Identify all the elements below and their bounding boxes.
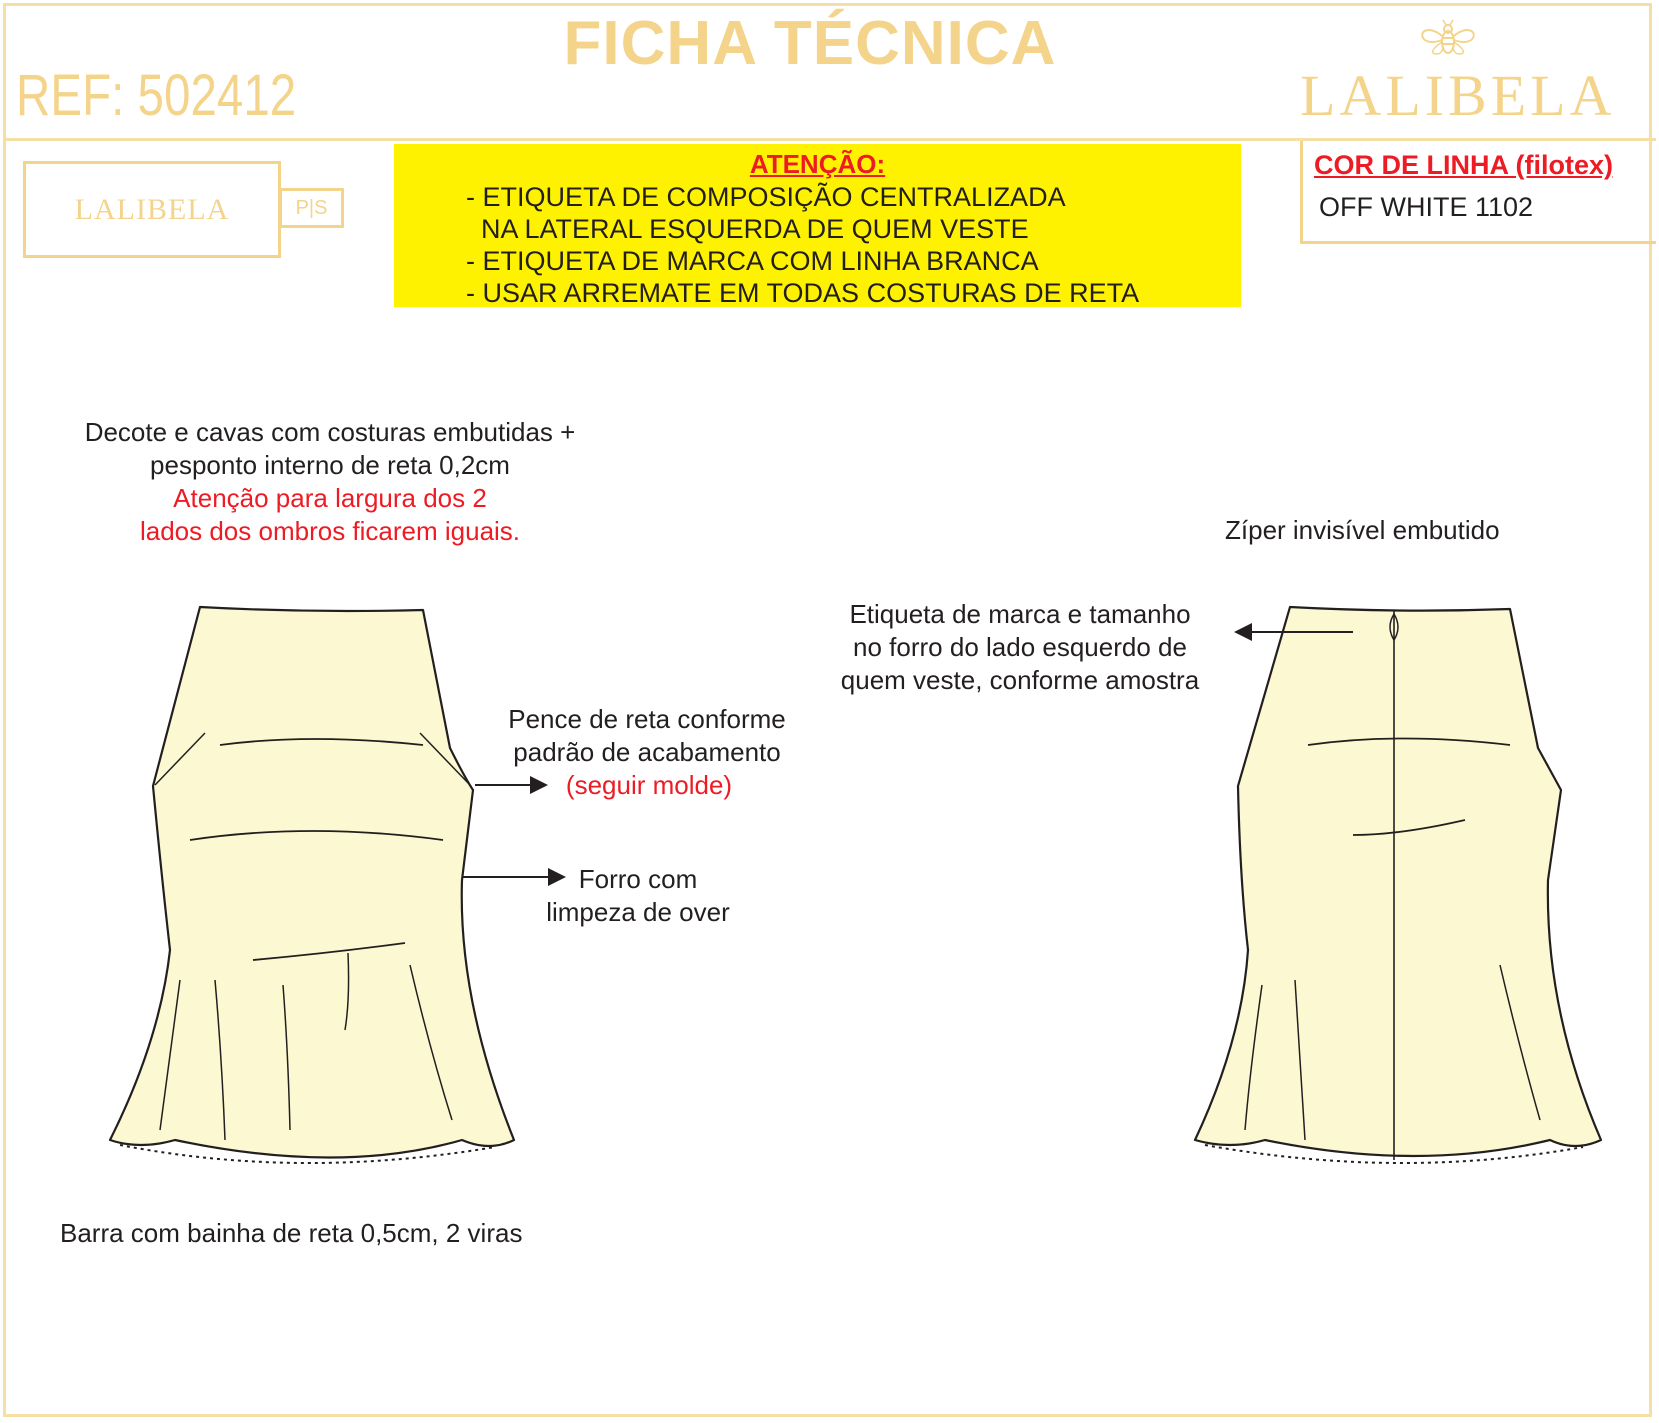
- label-brand-text: LALIBELA: [74, 193, 230, 226]
- dart-note: Pence de reta conforme padrão de acabamento (seguir molde): [508, 704, 786, 800]
- front-view-garment: [110, 607, 514, 1163]
- neckline-note: Decote e cavas com costuras embutidas + pesponto interno de reta 0,2cm Atenção para largura dos 2 lados dos ombros ficarem iguais.: [84, 417, 576, 546]
- lining-note: Forro com limpeza de over: [546, 864, 730, 927]
- attention-line: NA LATERAL ESQUERDA DE QUEM VESTE: [466, 214, 1029, 244]
- reference-code: REF: 502412: [16, 63, 297, 128]
- attention-line: - ETIQUETA DE COMPOSIÇÃO CENTRALIZADA: [466, 182, 1066, 212]
- back-view-garment: [1195, 607, 1601, 1163]
- thread-color-value: OFF WHITE 1102: [1319, 192, 1534, 222]
- back-label-note: Etiqueta de marca e tamanho no forro do lado esquerdo de quem veste, conforme amostra: [840, 599, 1200, 695]
- page-title: FICHA TÉCNICA: [563, 9, 1057, 78]
- arrow-right-icon: [475, 776, 548, 794]
- zipper-note: Zíper invisível embutido: [1225, 515, 1500, 545]
- attention-title: ATENÇÃO:: [749, 149, 886, 179]
- hem-note: Barra com bainha de reta 0,5cm, 2 viras: [60, 1218, 523, 1248]
- size-tag: P|S: [280, 188, 344, 228]
- attention-line: - ETIQUETA DE MARCA COM LINHA BRANCA: [466, 246, 1039, 276]
- thread-color-title: COR DE LINHA (filotex): [1314, 150, 1613, 180]
- arrow-right-icon: [462, 868, 566, 886]
- attention-line: - USAR ARREMATE EM TODAS COSTURAS DE RETA: [466, 278, 1140, 307]
- brand-logo: LALIBELA: [1300, 63, 1616, 128]
